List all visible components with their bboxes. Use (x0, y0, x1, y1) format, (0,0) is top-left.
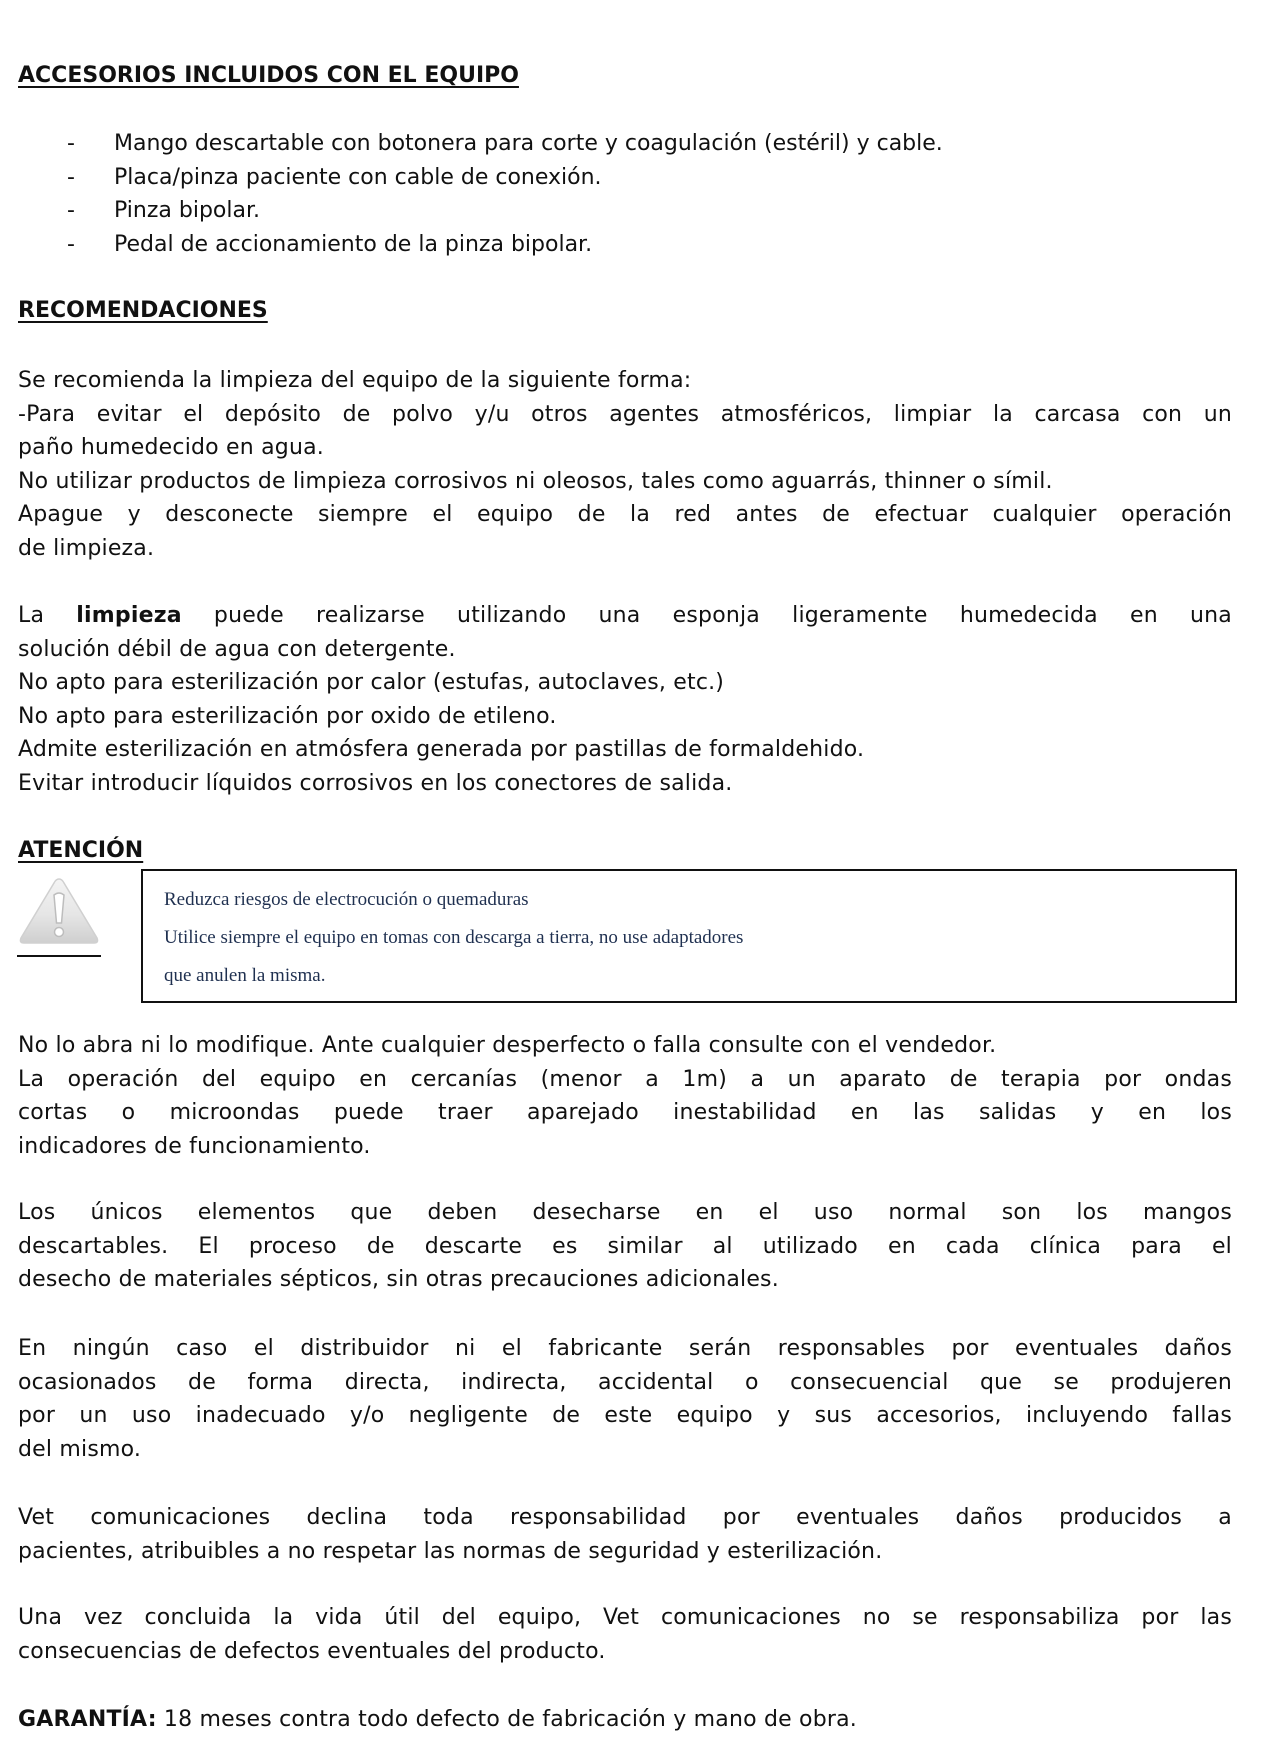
text-line: En ningún caso el distribuidor ni el fabricante serán responsables por eventuales daños (18, 1336, 1232, 1361)
list-item-text: Pedal de accionamiento de la pinza bipolar. (114, 231, 593, 257)
text-line (18, 1703, 1232, 1737)
warning-triangle-icon (17, 876, 101, 946)
text-line: por un uso inadecuado y/o negligente de este equipo y sus accesorios, incluyendo fallas (18, 1403, 1232, 1428)
bullet-dash: - (67, 164, 75, 190)
bullet-dash: - (67, 131, 75, 156)
warning-box (141, 869, 1237, 1003)
attention-heading: ATENCIÓN (18, 838, 144, 863)
list-item (0, 127, 1261, 161)
warning-line: Reduzca riesgos de electrocución o quemaduras (164, 889, 529, 910)
list-item-text: Pinza bipolar. (114, 198, 260, 223)
warranty (18, 1703, 1232, 1737)
text-line: desecho de materiales sépticos, sin otras precauciones adicionales. (18, 1267, 779, 1292)
text-fragment: La (18, 603, 77, 628)
paragraph-disposal (18, 1196, 1232, 1297)
paragraph-liability (18, 1332, 1232, 1466)
paragraph-handling (18, 1029, 1232, 1163)
accessories-list (0, 127, 1261, 261)
text-line: Admite esterilización en atmósfera generada por pastillas de formaldehido. (18, 737, 865, 762)
list-item (0, 194, 1261, 228)
recommendations-heading: RECOMENDACIONES (18, 298, 268, 323)
text-line: No apto para esterilización por calor (estufas, autoclaves, etc.) (18, 670, 725, 695)
text-line: Evitar introducir líquidos corrosivos en los conectores de salida. (18, 770, 733, 796)
warning-line: Utilice siempre el equipo en tomas con descarga a tierra, no use adaptadores (164, 927, 744, 948)
paragraph-end-of-life (18, 1601, 1232, 1668)
text-line: solución débil de agua con detergente. (18, 636, 456, 662)
accessories-heading: ACCESORIOS INCLUIDOS CON EL EQUIPO (18, 63, 519, 88)
text-fragment: puede realizarse utilizando una esponja ligeramente humedecida en una (181, 603, 1232, 628)
list-item-text: Mango descartable con botonera para corte y coagulación (estéril) y cable. (114, 131, 943, 156)
warning-line: que anulen la misma. (164, 965, 326, 986)
text-line: de limpieza. (18, 535, 155, 561)
text-line: cortas o microondas puede traer aparejado inestabilidad en las salidas y en los (18, 1100, 1232, 1125)
list-item-text: Placa/pinza paciente con cable de conexión. (114, 164, 602, 190)
recommendations-paragraph (18, 364, 1232, 565)
text-line: La operación del equipo en cercanías (menor a 1m) a un aparato de terapia por ondas (18, 1066, 1232, 1092)
text-line: Una vez concluida la vida útil del equipo, Vet comunicaciones no se responsabiliza por las (18, 1605, 1232, 1630)
warranty-label: GARANTÍA: (18, 1707, 157, 1732)
text-line: indicadores de funcionamiento. (18, 1133, 371, 1159)
text-line: pacientes, atribuibles a no respetar las normas de seguridad y esterilización. (18, 1538, 883, 1564)
text-line: ocasionados de forma directa, indirecta, accidental o consecuencial que se produjeren (18, 1369, 1232, 1395)
warranty-text: 18 meses contra todo defecto de fabricación y mano de obra. (156, 1707, 857, 1732)
list-item (0, 161, 1261, 195)
text-line: paño humedecido en agua. (18, 435, 324, 460)
text-line: del mismo. (18, 1436, 142, 1462)
text-line: descartables. El proceso de descarte es similar al utilizado en cada clínica para el (18, 1233, 1232, 1259)
text-line: Los únicos elementos que deben desecharse en el uso normal son los mangos (18, 1200, 1232, 1225)
bullet-dash: - (67, 231, 75, 257)
text-line: -Para evitar el depósito de polvo y/u otros agentes atmosféricos, limpiar la carcasa con un (18, 401, 1232, 427)
text-line: Apague y desconecte siempre el equipo de la red antes de efectuar cualquier operación (18, 502, 1232, 527)
text-line: Se recomienda la limpieza del equipo de la siguiente forma: (18, 368, 692, 393)
icon-underline-divider (17, 955, 101, 957)
text-line: No apto para esterilización por oxido de etileno. (18, 703, 557, 729)
text-line: No utilizar productos de limpieza corrosivos ni oleosos, tales como aguarrás, thinner o símil. (18, 468, 1053, 494)
bold-keyword: limpieza (76, 603, 182, 628)
text-line: Vet comunicaciones declina toda responsabilidad por eventuales daños producidos a (18, 1505, 1232, 1530)
text-line: consecuencias de defectos eventuales del producto. (18, 1638, 606, 1664)
cleaning-paragraph (18, 599, 1232, 800)
bullet-dash: - (67, 198, 75, 223)
paragraph-disclaimer (18, 1501, 1232, 1568)
text-line (18, 599, 1232, 633)
text-line: No lo abra ni lo modifique. Ante cualquier desperfecto o falla consulte con el vendedor. (18, 1033, 997, 1058)
list-item (0, 228, 1261, 262)
